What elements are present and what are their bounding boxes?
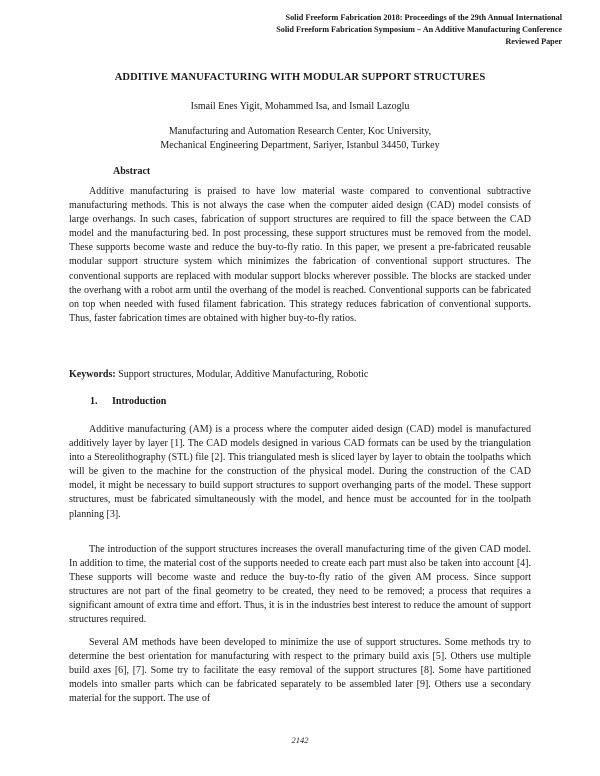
affiliation-line-1: Manufacturing and Automation Research Center, Koc University, — [168, 126, 432, 137]
intro-paragraph: The introduction of the support structures increases the overall manufacturing time of the given CAD model. In addition to time, the material cost of the supports needed to create each part must also be taken into account [4]. These supports will become waste and reduce the buy-to-fly ratio of the given AM process. Since support structures are not part of the final geometry to be created, they need to be removed; a process that requires a significant amount of extra time and effort. Thus, it is in the industries best interest to reduce the amount of support structures required. — [69, 544, 531, 626]
section-number: 1. — [90, 396, 98, 407]
paper-title: ADDITIVE MANUFACTURING WITH MODULAR SUPPORT STRUCTURES — [114, 72, 486, 83]
abstract-text: Additive manufacturing is praised to have low material waste compared to conventional subtractive manufacturing methods. This is not always the case when the computer aided design (CAD) model consists of large overhangs. In such cases, fabrication of support structures are required to fill the space between the CAD model and the manufacturing bed. In post processing, these support structures must be removed from the model. These supports become waste and reduce the buy-to-fly ratio. In this paper, we present a pre-fabricated reusable modular support structure system which minimizes the fabrication of conventional support structures. The conventional supports are replaced with modular support blocks wherever possible. The blocks are stacked under the overhang with a robot arm until the overhang of the model is reached. Conventional supports can be fabricated on top when needed with fused filament fabrication. This strategy reduces fabrication of conventional supports. Thus, faster fabrication times are obtained with higher buy-to-fly ratios. — [69, 186, 531, 324]
abstract-heading: Abstract — [113, 166, 151, 177]
keywords-label: Keywords: — [69, 369, 116, 380]
intro-paragraph: Additive manufacturing (AM) is a process where the computer aided design (CAD) model is manufactured additively layer by layer [1]. The CAD models designed in various CAD formats can be used by the triangulation into a Stereolithography (STL) file [2]. This triangulated mesh is sliced layer by layer to obtain the toolpaths which will be given to the machine for the construction of the physical model. During the construction of the CAD model, it might be necessary to build support structures to support overhanging parts of the model. These support structures, must be fabricated simultaneously with the model, and hence must be accounted for in the toolpath planning [3]. — [69, 424, 531, 520]
header-line-3: Reviewed Paper — [505, 37, 562, 46]
page-number: 2142 — [291, 735, 309, 745]
author-list: Ismail Enes Yigit, Mohammed Isa, and Ismail Lazoglu — [190, 101, 410, 112]
keywords — [69, 369, 531, 380]
intro-paragraph: Several AM methods have been developed to minimize the use of support structures. Some methods try to determine the best orientation for manufacturing with respect to the primary build axis [5]. Others use multiple build axes [6], [7]. Some try to facilitate the easy removal of the support structures [8]. Some have partitioned models into smaller parts which can be fabricated separately to be assembled later [9]. Others use a secondary material for the support. The use of — [69, 637, 531, 705]
proceedings-header — [276, 12, 562, 48]
section-heading-introduction — [90, 396, 166, 407]
section-title: Introduction — [112, 396, 167, 407]
header-line-1: Solid Freeform Fabrication 2018: Proceedings of the 29th Annual International — [285, 13, 562, 22]
affiliation-line-2: Mechanical Engineering Department, Sariyer, Istanbul 34450, Turkey — [160, 140, 440, 151]
affiliation — [0, 125, 600, 153]
header-line-2: Solid Freeform Fabrication Symposium – An Additive Manufacturing Conference — [276, 25, 562, 34]
keywords-text: Support structures, Modular, Additive Manufacturing, Robotic — [118, 369, 369, 380]
